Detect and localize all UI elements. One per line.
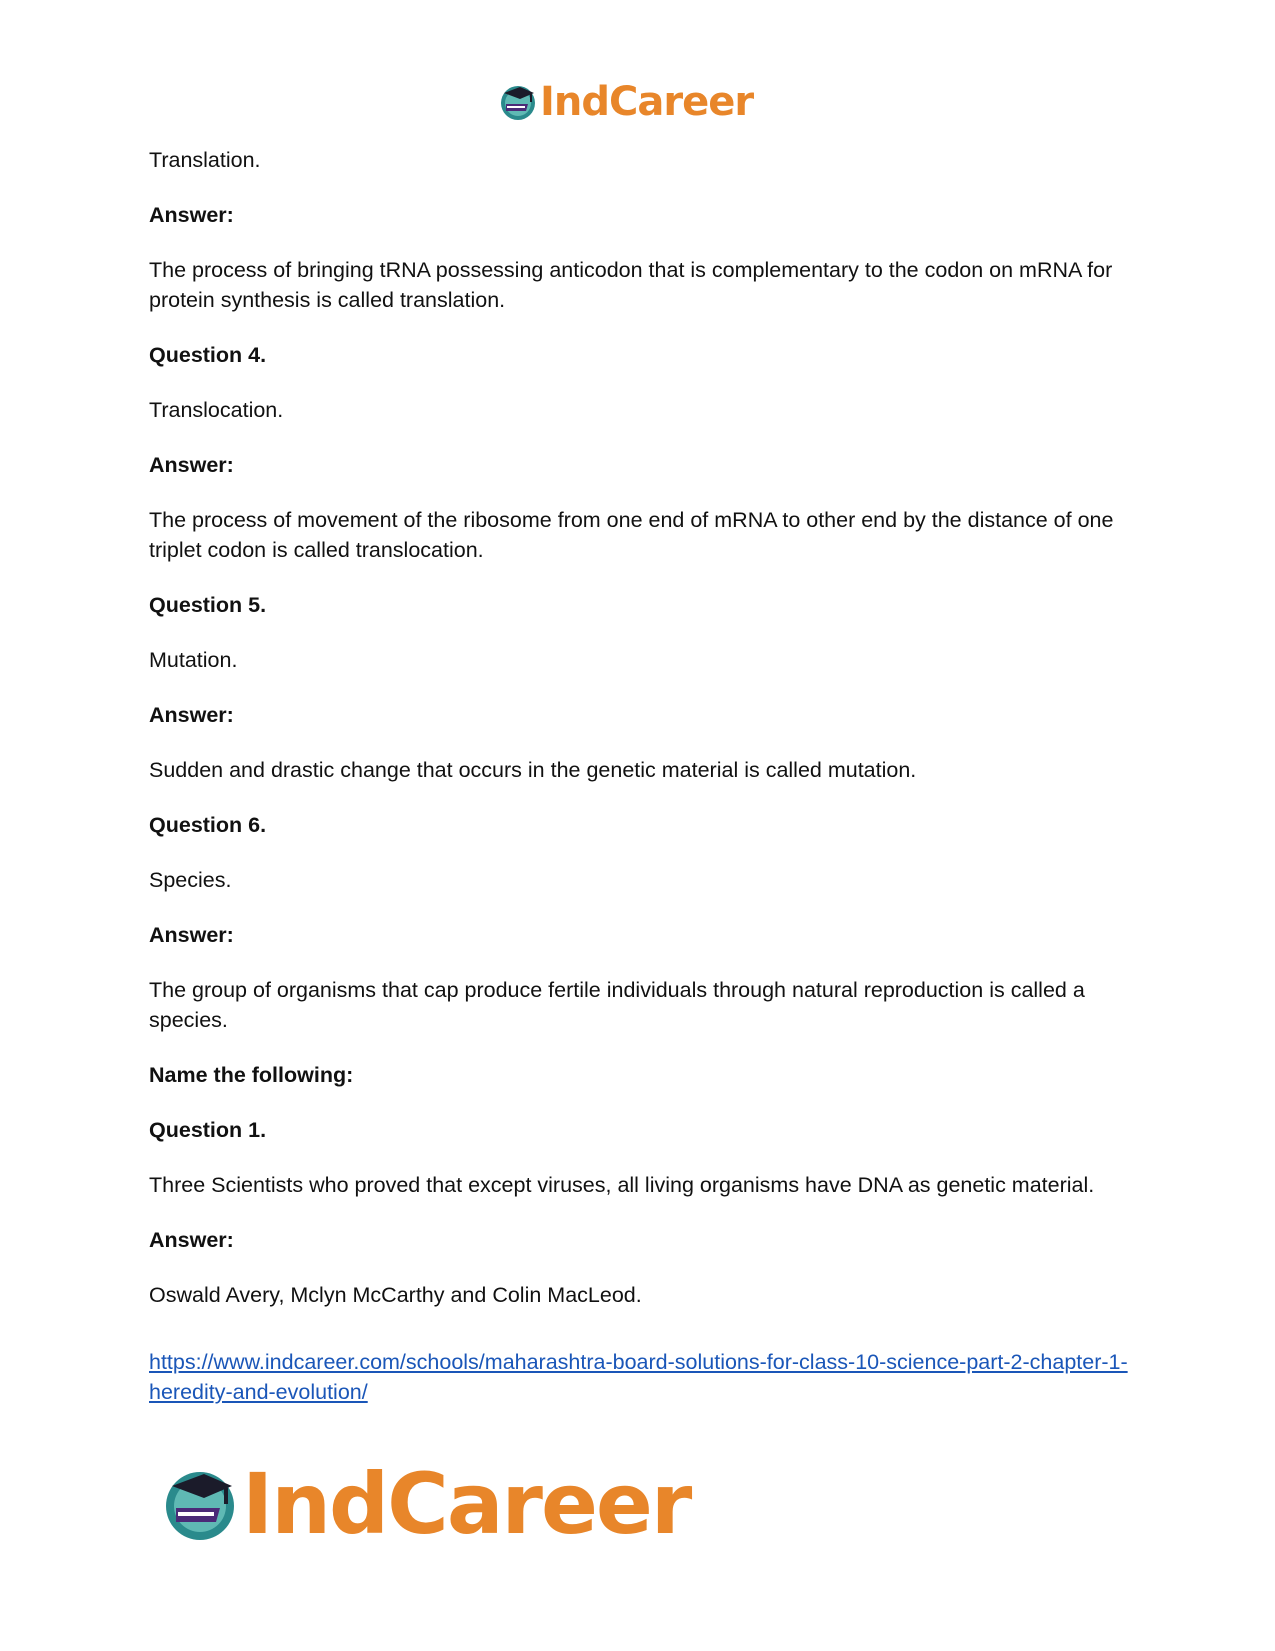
question-heading: Question 4. (149, 343, 267, 367)
graduation-globe-icon (160, 1464, 240, 1544)
answer-label: Answer: (149, 1228, 234, 1252)
answer-label: Answer: (149, 923, 234, 947)
header-logo-text: IndCareer (540, 79, 754, 125)
paragraph: Translation. (149, 148, 261, 172)
answer-text: Oswald Avery, Mclyn McCarthy and Colin MacLeod. (149, 1283, 642, 1307)
answer-label: Answer: (149, 203, 234, 227)
source-link[interactable]: https://www.indcareer.com/schools/maharashtra-board-solutions-for-class-10-science-part-2-chapter-1-heredity-and-evolution/ (149, 1350, 1128, 1404)
question-text: Translocation. (149, 398, 284, 422)
question-text: Species. (149, 868, 232, 892)
footer-logo (160, 1455, 691, 1553)
graduation-globe-icon (498, 82, 538, 122)
answer-label: Answer: (149, 703, 234, 727)
answer-text: The process of bringing tRNA possessing anticodon that is complementary to the codon on mRNA for protein synthesis is called translation. (149, 258, 1113, 312)
source-link-container (149, 1347, 1139, 1407)
answer-text: The process of movement of the ribosome from one end of mRNA to other end by the distance of one triplet codon is called translocation. (149, 508, 1114, 562)
answer-text: The group of organisms that cap produce fertile individuals through natural reproduction is called a species. (149, 978, 1085, 1032)
answer-text: Sudden and drastic change that occurs in the genetic material is called mutation. (149, 758, 917, 782)
question-heading: Question 6. (149, 813, 267, 837)
answer-label: Answer: (149, 453, 234, 477)
question-heading: Question 5. (149, 593, 267, 617)
question-heading: Question 1. (149, 1118, 267, 1142)
question-text: Mutation. (149, 648, 238, 672)
section-heading: Name the following: (149, 1063, 354, 1087)
document-body (149, 145, 1139, 1407)
question-text: Three Scientists who proved that except viruses, all living organisms have DNA as genetic material. (149, 1173, 1095, 1197)
header-logo (498, 79, 754, 125)
footer-logo-text: IndCareer (242, 1455, 691, 1553)
